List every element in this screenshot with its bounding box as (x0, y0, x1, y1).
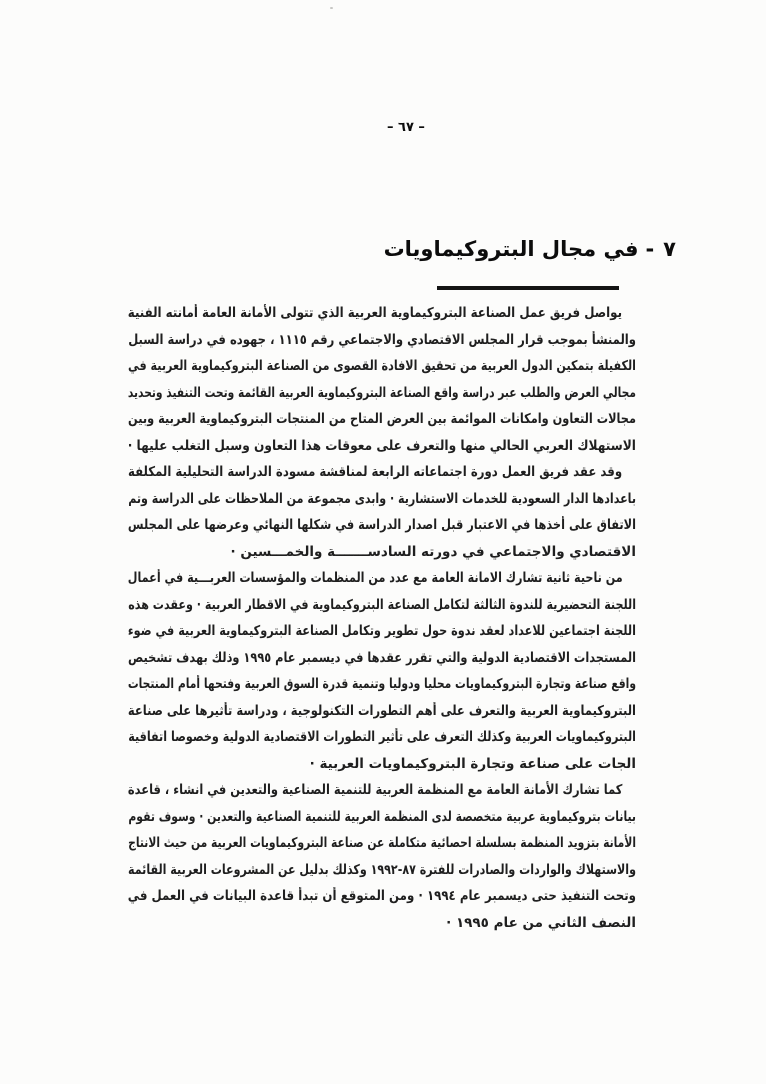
paragraph (128, 565, 636, 777)
body-line: مجالي العرض والطلب عبر دراسة واقع الصناعة البتروكيماوية العربية القائمة وتحت التنفيذ وتحديد (127, 384, 636, 401)
section-title-underline (437, 286, 619, 290)
scan-speck (330, 7, 333, 9)
body-line: الأمانة بتزويد المنظمة بسلسلة احصائية متكاملة عن صناعة البتروكيماويات العربية من حيث الانتاج (128, 835, 636, 851)
body-line: الجات على صناعة وتجارة البتروكيماويات العربية · (309, 755, 636, 772)
section-heading (384, 237, 676, 261)
body-line: والاستهلاك والواردات والصادرات للفترة ٨٧-١٩٩٢ وكذلك بدليل عن المشروعات العربية القائمة (127, 861, 636, 878)
body-line: البتروكيماوية العربية والتعرف على أهم التطورات التكنولوجية ، ودراسة تأثيرها على صناعة (127, 702, 636, 719)
body-line: من ناحية ثانية تشارك الامانة العامة مع عدد من المنظمات والمؤسسات العربـــية في أعمال (127, 570, 623, 586)
body-line: البتروكيماويات العربية وكذلك التعرف على تأثير التطورات الاقتصادية الدولية وخصوصا اتفاقية (128, 729, 636, 745)
section-title: في مجال البتروكيماويات (383, 237, 639, 261)
body-line: الكفيلة بتمكين الدول العربية من تحقيق الافادة القصوى من الصناعة البتروكيماوية العربية في (128, 358, 636, 374)
body-line: اللجنة التحضيرية للندوة الثالثة لتكامل الصناعة البتروكيماوية في الاقطار العربية · وعقدت هذه (128, 596, 636, 613)
section-number: ٧ (663, 237, 676, 261)
body-line: وقد عقد فريق العمل دورة اجتماعاته الرابعة لمناقشة مسودة الدراسة التحليلية المكلفة (127, 464, 623, 480)
page-number: – ٦٧ – (387, 120, 425, 135)
body-line: وتحت التنفيذ حتى ديسمبر عام ١٩٩٤ · ومن المتوقع أن تبدأ قاعدة البيانات في العمل في (127, 888, 636, 904)
paragraph (128, 459, 636, 565)
paragraph (128, 777, 636, 936)
body-line: المستجدات الاقتصادية الدولية والتي تقرر عقدها في ديسمبر عام ١٩٩٥ وذلك بهدف تشخيص (128, 649, 636, 666)
body-line: الاستهلاك العربي الحالي منها والتعرف على معوقات هذا التعاون وسبل التغلب عليها · (127, 437, 636, 454)
body-line: والمنشأ بموجب قرار المجلس الاقتصادي والاجتماعي رقم ١١١٥ ، جهوده في دراسة السبل (128, 331, 636, 348)
body-line: يواصل فريق عمل الصناعة البتروكيماوية العربية الذي تتولى الأمانة العامة أمانته الفنية (127, 305, 623, 321)
body-line: باعدادها الدار السعودية للخدمات الاستشارية · وابدى مجموعة من الملاحظات على الدراسة وتم (128, 490, 637, 507)
body-line: مجالات التعاون وامكانات الموائمة بين العرض المتاح من المنتجات البتروكيماوية العربية وبين (128, 411, 636, 427)
body-line: بيانات بتروكيماوية عربية متخصصة لدى المنظمة العربية للتنمية الصناعية والتعدين · وسوف تقوم (128, 808, 636, 825)
paragraph (128, 300, 636, 459)
document-body (128, 300, 636, 936)
body-line: اللجنة اجتماعين للاعداد لعقد ندوة حول تطوير وتكامل الصناعة البتروكيماوية العربية في ضوء (127, 623, 636, 639)
body-line: واقع صناعة وتجارة البتروكيماويات محليا ودوليا وتنمية قدرة السوق العربية وفتحها أمام المنتجات (127, 676, 636, 692)
body-line: النصف الثاني من عام ١٩٩٥ · (446, 914, 636, 931)
body-line: كما تشارك الأمانة العامة مع المنظمة العربية للتنمية الصناعية والتعدين في انشاء ، قاعدة (127, 782, 623, 798)
body-line: الاتفاق على أخذها في الاعتبار قبل اصدار الدراسة في شكلها النهائي وعرضها على المجلس (127, 517, 636, 533)
body-line: الاقتصادي والاجتماعي في دورته السادســـــــة والخمـــسين · (230, 543, 636, 560)
section-number-dash: - (645, 237, 657, 261)
